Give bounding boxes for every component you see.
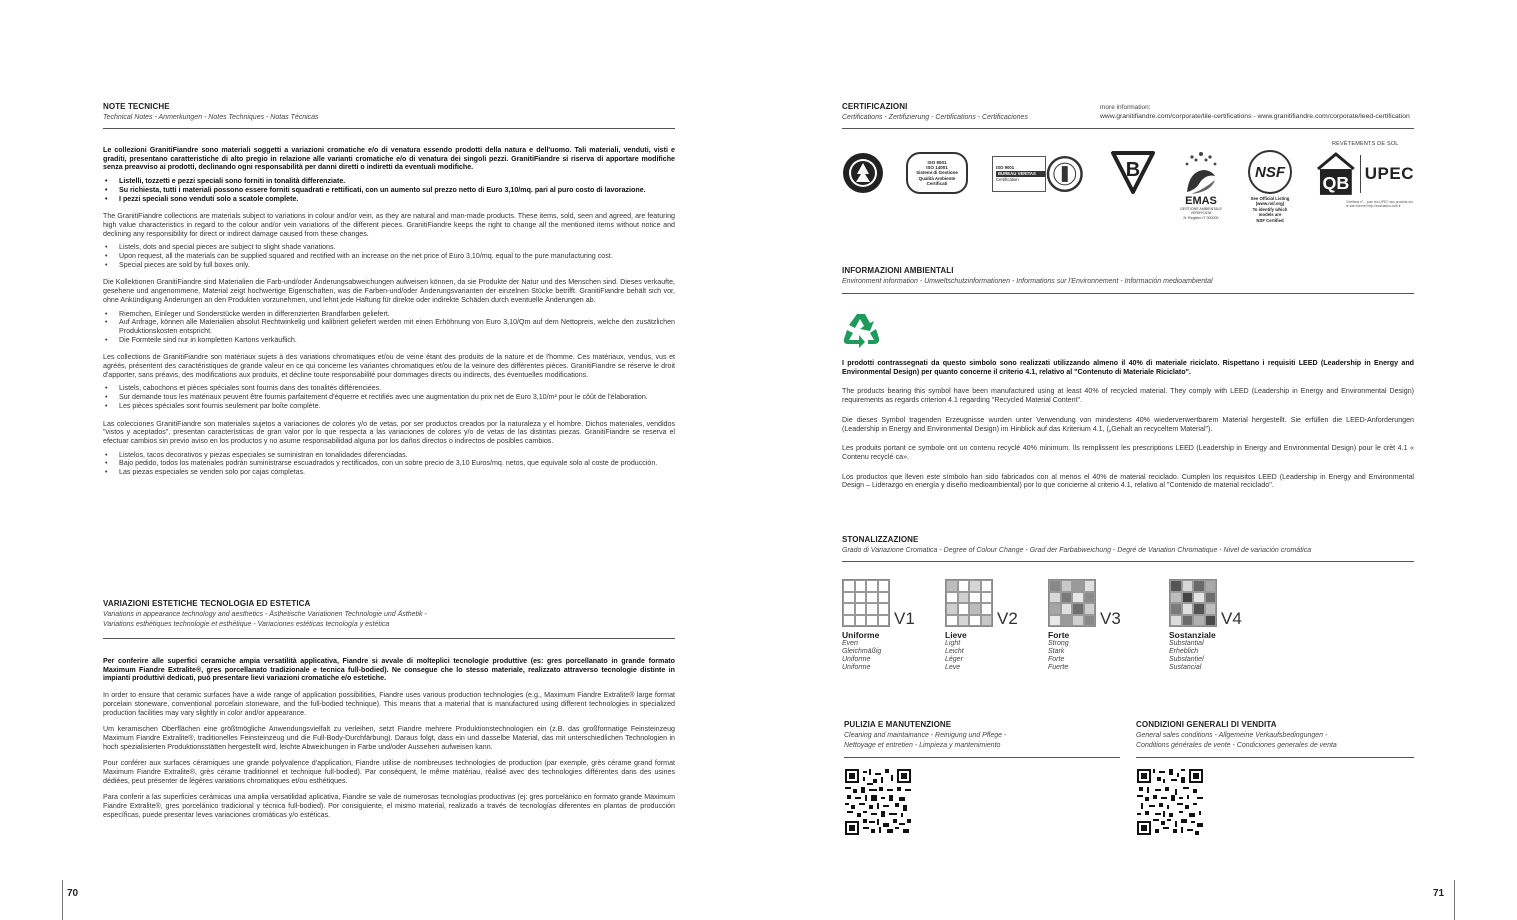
shade-translation: Forte [1048,656,1065,663]
shade-label: Sostanziale [1169,630,1216,640]
bv-line: BUREAU VERITAS [996,171,1045,177]
es-bullets [103,451,675,477]
list-item: • Special pieces are sold by full boxes only. [119,261,675,270]
svg-text:B: B [1125,159,1141,181]
divider [103,638,675,639]
list-item: • Listels, cabochons et pièces spéciales sont fournis dans des tonalités différenciées. [119,384,675,393]
fr-bullets [103,384,675,410]
it-intro: Le collezioni GranitiFiandre sono materiali soggetti a variazioni cromatiche e/o di venatura essendo prodotti della natura e dell'uomo. Tali materiali, venduti, visti e graditi, presentano caratteristiche di alto pregio in relazione alle varianti cromatiche e/o di venatura dei singoli pezzi. GranitiFiandre si riserva di apportare modifiche senza preavviso ai prodotti, declinando ogni responsabilità per danni diretti o indiretti da eventuali modifiche. [103,146,675,172]
shade-translation: Leicht [945,648,964,655]
shade-translation: Strong [1048,640,1069,647]
note-tecniche-title: NOTE TECNICHE [103,102,170,111]
informazioni-en: The products bearing this symbol have been manufactured using at least 40% of recycled material. They comply with LEED (Leadership in Energy and Environmental Design) requirements as regards criterion 4.1 regarding "Recycled Material Content". [842,387,1414,405]
condizioni-qr-code[interactable] [1137,769,1203,835]
shade-grid-v4 [1169,579,1217,627]
de-intro: Die Kollektionen GranitiFiandre sind Materialien die Farb-und/oder Änderungsabweichungen aufweisen können, da sie Produkte der Natur und des Menschen sind. Dieses verkaufte, gesehene und angenommene, Material zeigt hochwertige Eigenschaften, was die Farben-und/oder Änderungsvarianten der einzelnen Stücke betrifft. GranitiFiandre behält sich vor, ohne Ankündigung Änderungen an den Produkten vorzunehmen, und lehnt jede Haftung für direkte oder indirekte Schäden durch eventuelle Änderungen ab. [103,278,675,304]
emas-label: EMAS [1185,195,1217,207]
certificazioni-subtitle: Certifications - Zertifizierung - Certifications - Certificaciones [842,114,1028,121]
nsf-sub-line: models are [1258,212,1282,218]
nsf-sub-line: See Official Listing [1250,196,1290,201]
shade-grid-v3 [1048,579,1096,627]
informazioni-es: Los productos que lleven este símbolo han sido fabricados con al menos el 40% de material reciclado. Cumplen los requisitos LEED (Leadership in Energy and Environmental Design – Liderazgo en energía y diseño medioambiental) por lo que concierne al criterio 4.1, relativo al "Contenido de material reciclado". [842,472,1414,490]
shade-label: Lieve [945,630,967,640]
note-tecniche-body [103,146,675,477]
upec-logo [1316,150,1414,198]
list-item: • Auf Anfrage, können alle Materialien absolut Rechtwinkelig und kalibriert geliefert werden mit einen Erhöhnung von Euro 3,10/Qm auf dem Nettopreis, welche den zusätzlichen Produktionskosten entspricht. [119,318,675,335]
svg-text:QB: QB [1322,172,1350,193]
variazioni-body [103,657,675,820]
more-info-links[interactable]: www.granitifiandre.com/corporate/tile-certifications - www.granitifiandre.com/corporate/leed-certification [1100,113,1410,120]
b-shield-logo [1110,150,1156,194]
divider [842,128,1414,129]
es-intro: Las colecciones GranitiFiandre son materiales sujetos a variaciones de colores y/o de vetas, por ser productos creados por la naturaleza y el hombre. Dichos materiales, vendidos "vistos y aceptados", presentan características de gran valor por lo que respecta a las variaciones de colores y/o de vetas de las distintas piezas. GranitiFiandre se reserva el efectuar cambios sin previo aviso en los productos y no asume responsabilidad alguna por los daños directos o indirectos de posibles cambios. [103,419,675,445]
list-item: • I pezzi speciali sono venduti solo a scatole complete. [119,195,675,204]
en-bullets [103,243,675,269]
condizioni-subtitle-2: Conditions générales de vente - Condiciones generales de venta [1136,742,1337,749]
note-tecniche-subtitle: Technical Notes - Anmerkungen - Notes Techniques - Notas Técnicas [103,114,319,121]
upec-small-text: Certificat n°... pour les UPEC des produits sur le site internet http://evaluation.cstb.fr [1346,200,1413,208]
forest-seal-icon [842,152,884,194]
page-number-right: 71 [1433,888,1445,899]
iso-certification-logo [906,152,968,194]
fr-intro: Les collections de GranitiFiandre son matériaux sujets à des variations chromatiques et/ou de veine étant des produits de la nature et de l'homme. Ces matériaux, vendus, vus et agréés, présentent des caractéristiques de grande valeur en ce qui concerne les variantes chromatiques et/ou de la veinure des différentes pièces. GranitiFiandre se réserve le droit d'apporter, sans préavis, des modifications aux produits, et décline toute responsabilité pour dommages directs ou indirects, des éventuelles modifications. [103,353,675,379]
shade-translation: Stark [1048,648,1065,655]
list-item: • Listelli, tozzetti e pezzi speciali sono forniti in tonalità differenziate. [119,177,675,186]
emas-sub-line: GESTIONE AMBIENTALE [1180,207,1222,211]
pulizia-subtitle-1: Cleaning and maintainance - Reinigung und Pflege - [844,732,1007,739]
shade-code: V2 [997,609,1018,628]
variazioni-subtitle-1: Variations in appearance technology and aesthetics - Ästhetische Variationen Technologie und Ästhetik - [103,611,427,618]
shade-translation: Léger [945,656,963,663]
nsf-sub-line: To identify which [1252,206,1288,212]
de-bullets [103,310,675,345]
bv-seal-icon [1046,154,1084,194]
shade-label: Uniforme [842,630,880,640]
shade-translation: Even [842,640,858,647]
nsf-label: NSF [1255,163,1285,181]
divider [103,128,675,129]
condizioni-title: CONDIZIONI GENERALI DI VENDITA [1136,720,1277,729]
variazioni-en: In order to ensure that ceramic surfaces have a wide range of application possibilities, Fiandre uses various production technologies (e.g., Maximum Fiandre Extralite® large format porcelain stoneware, conventional porcelain stoneware, and the full-bodied technique). This means that a material that is manufactured using different technologies in specialized production facilities may vary slightly in color and/or appearance. [103,691,675,717]
shade-level-v3 [1048,579,1121,672]
shade-translation: Sustancial [1169,664,1202,671]
it-bullets [103,177,675,203]
informazioni-de: Die dieses Symbol tragenden Erzeugnisse wurden unter Verwendung von mindestens 40% wiederverwertbarem Material hergestellt. Sie erfüllen die LEED-Anforderungen (Leadership in Energy and Environmental Design) im Hinblick auf das Kriterium 4.1, („Gehalt an recyceltem Material"). [842,415,1414,433]
page-edge-line [62,880,63,920]
bv-line: ISO 9001 [996,165,1015,170]
condizioni-subtitle-1: General sales conditions - Allgemeine Verkaufsbedingungen - [1136,732,1328,739]
revetements-label: REVÊTEMENTS DE SOL [1332,141,1399,147]
certificazioni-title: CERTIFICAZIONI [842,102,908,111]
recycle-icon [842,311,880,349]
list-item: • Upon request, all the materials can be supplied squared and rectified with an increase on the net price of Euro 3,10/mq. equal to the pure manufacturing cost. [119,252,675,261]
variazioni-title: VARIAZIONI ESTETICHE TECNOLOGIA ED ESTETICA [103,599,311,608]
shade-translation: Leve [945,664,961,671]
iso-line: ISO 14001 [926,165,948,171]
emas-sub-line: VERIFICATA [1190,211,1212,216]
divider [1136,757,1414,758]
list-item: • Bajo pedido, todos los materiales podrán suministrarse escuadrados y rectificados, con un sobre precio de 3,10 Euros/mq. netos, que equivale solo al coste de producción. [119,459,675,468]
bureau-veritas-logo [992,152,1084,196]
informazioni-body [842,359,1414,490]
pulizia-qr-code[interactable] [845,769,911,835]
shade-translation: Uniforme [842,656,871,663]
nsf-sub-line: (www.nsf.org) [1255,201,1285,207]
list-item: • Les pièces spéciales sont fournis seulement par boîte complète. [119,402,675,411]
variazioni-es: Para conferir a las superficies cerámicas una amplia versatilidad aplicativa, Fiandre se vale de numerosas tecnologías productivas (ej: gres porcelánico en formato grande Maximum Fiandre Extralite®, gres porcelánico tradicional y técnica full-bodied). Por consiguiente, el mismo material, realizado a través de tecnologías diferentes en plantas de producción específicas, puede presentar leves variaciones cromáticas y/o estéticas. [103,793,675,819]
emas-sub-line: N. Registro IT 000000 [1183,215,1219,220]
iso-line: Sistemi di Gestione [916,170,958,176]
shade-translation: Erheblich [1169,648,1199,655]
shade-grid-v2 [945,579,993,627]
shade-code: V1 [894,609,915,628]
variazioni-subtitle-2: Variations esthétiques technologie et esthétique - Variaciones estéticas tecnología y estética [103,621,390,628]
emas-logo [1174,150,1228,226]
bv-line: Certification [996,177,1019,182]
shade-code: V3 [1100,609,1121,628]
list-item: • Las piezas especiales se venden solo por cajas completas. [119,468,675,477]
shade-translation: Substantial [1169,640,1204,647]
divider [842,561,1414,562]
shade-translation: Gleichmäßig [842,648,882,655]
nsf-sub-line: NSF Certified [1256,217,1284,223]
pulizia-subtitle-2: Nettoyage et entretien - Limpieza y mantenimiento [844,742,1001,749]
page-number-left: 70 [67,888,79,899]
page-edge-line [1454,880,1455,920]
more-info-label: more information: [1100,104,1151,111]
list-item: • Sur demande tous les matériaux peuvent être fournis parfaitement d'équerre et rectifiés avec une augmentation du prix net de Euro 3,10/m² pour le côût de l'élaboration. [119,393,675,402]
qb-house-icon [1316,151,1356,197]
shade-label: Forte [1048,630,1070,640]
shade-translation: Light [945,640,961,647]
iso-line: Qualità Ambiente [918,175,956,181]
list-item: • Die Formteile sind nur in kompletten Kartons verkäuflich. [119,336,675,345]
shade-code: V4 [1221,609,1242,628]
shade-translation: Fuerte [1048,664,1069,671]
pulizia-title: PULIZIA E MANUTENZIONE [844,720,952,729]
nsf-logo [1242,150,1298,228]
emas-flower-icon [1181,150,1221,196]
stonalizzazione-title: STONALIZZAZIONE [842,535,919,544]
variazioni-it: Per conferire alle superfici ceramiche ampia versatilità applicativa, Fiandre si avvale di molteplici tecnologie produttive (es: gres porcellanato in grande formato Maximum Fiandre Extralite®, gres porcellanato tradizionale e tecnica full-bodied). Ne consegue che lo stesso materiale, realizzato attraverso tecnologie distinte in impianti produttivi dedicati, può presentare lievi variazioni cromatiche e/o estetiche. [103,657,675,683]
informazioni-subtitle: Environment information - Umweltschutzinformationen - Informations sur l'Environnement - Información medioambiental [842,278,1213,285]
shade-level-v4 [1169,579,1242,672]
list-item: • Su richiesta, tutti i materiali possono essere forniti squadrati e rettificati, con un aumento sul prezzo netto di Euro 3,10/mq. pari al puro costo di lavorazione. [119,186,675,195]
iso-line: Certificati [926,180,948,186]
informazioni-fr: Les produits portant ce symbole ont un contenu recyclé 40% minimum. Ils remplissent les prescriptions LEED (Leadership in Energy and Environmental Design) pour le crèt 4.1 « Contenu recyclé·ca». [842,444,1414,461]
divider [844,757,1120,758]
variazioni-fr: Pour conférer aux surfaces céramiques une grande polyvalence d'application, Fiandre utilise de nombreuses technologies de production (par exemple, grès cérame grand format Maximum Fiandre Extralite®, grès cérame traditionnel et technique full-bodied). Par conséquent, le même matériau, réalisé avec des technologies différentes dans des usines dédiées, peut présenter de légères variations chromatiques et/ou esthétiques. [103,759,675,785]
informazioni-title: INFORMAZIONI AMBIENTALI [842,266,954,275]
variazioni-de: Um keramischen Oberflächen eine größtmögliche Anwendungsvielfalt zu verleihen, setzt Fiandre mehrere Produktionstechnologien ein (z.B. das großformatige Feinsteinzeug Maximum Fiandre Extralite®, traditionelles Feinsteinzeug und die Full-Body-Durchfärbung). Daraus folgt, dass ein und dasselbe Material, das mit unterschiedlichen Technologien in hoch spezialisierten Produktionsstätten hergestellt wird, leichte Abweichungen in Farbe und/oder Aussehen aufweisen kann. [103,725,675,751]
iso-line: ISO 9001 [927,159,947,165]
divider [842,293,1414,294]
shade-level-v2 [945,579,1018,672]
list-item: • Riemchen, Einleger und Sonderstücke werden in differenzierten Brandfarben geliefert. [119,310,675,319]
shade-level-v1 [842,579,915,672]
informazioni-it: I prodotti contrassegnati da questo simbolo sono realizzati utilizzando almeno il 40% di materiale riciclato. Rispettano i requisiti LEED (Leadership in Energy and Environmental Design) per quanto concerne il criterio 4.1, relativo al "Contenuto di Materiale Riciclato". [842,359,1414,376]
list-item: • Listels, dots and special pieces are subject to slight shade variations. [119,243,675,252]
stonalizzazione-subtitle: Grado di Variazione Cromatica - Degree of Colour Change - Grad der Farbabweichung - Degré de Variation Chromatique - Nivel de variación cromática [842,547,1312,554]
en-intro: The GranitiFiandre collections are materials subject to variations in colour and/or vein, as they are natural and man-made products. These items, sold, seen and agreed, are featuring high value characteristics in regard to the colour and/or vein variations of the different pieces. GranitiFiandre keeps the right to change all the mentioned items without notice and declining any responsibility for direct or indirect damage caused from these changes. [103,212,675,238]
shade-grid-v1 [842,579,890,627]
upec-label: UPEC [1364,164,1414,183]
shade-translation: Substantiel [1169,656,1204,663]
list-item: • Listelos, tacos decorativos y piezas especiales se suministran en tonalidades diferenciadas. [119,451,675,460]
shade-translation: Uniforme [842,664,871,671]
